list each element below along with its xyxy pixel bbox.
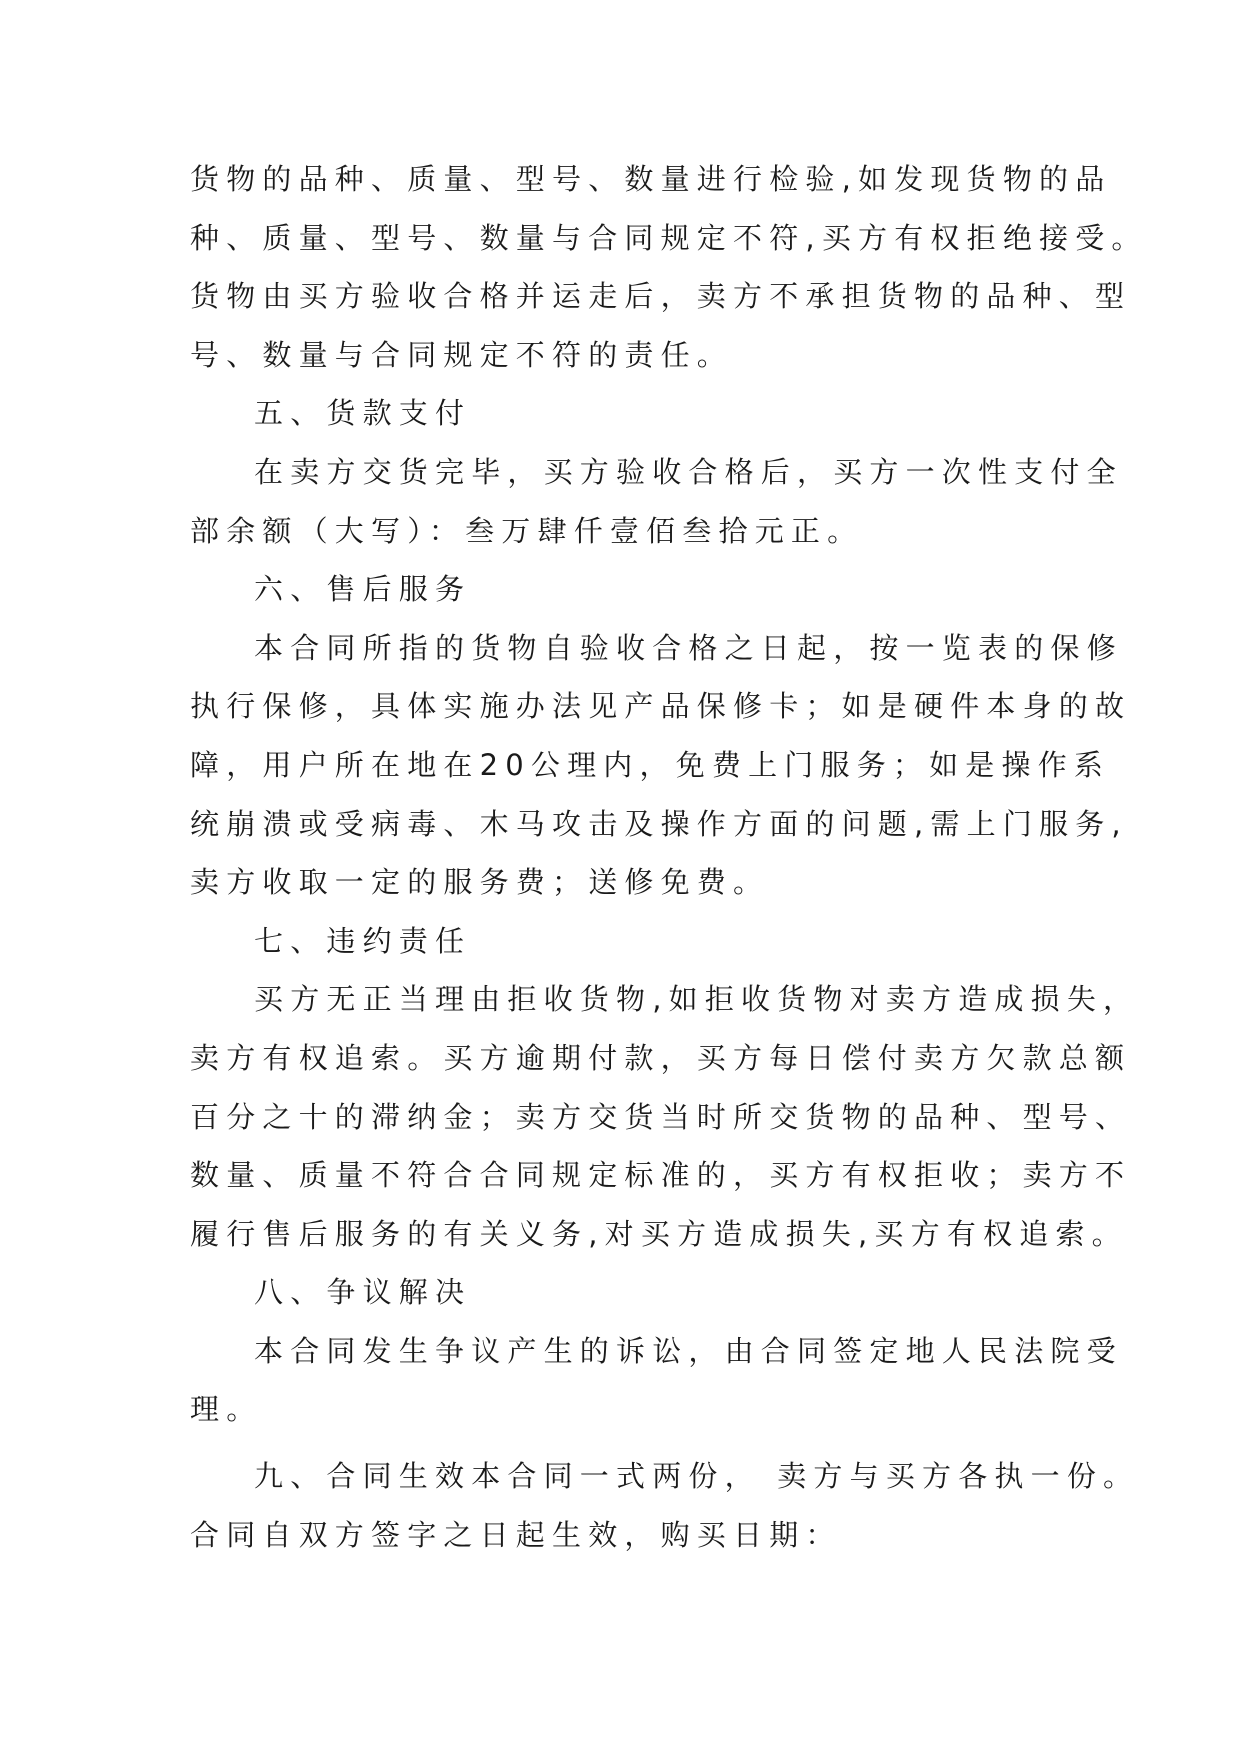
text-line: 货物的品种、质量、型号、数量进行检验,如发现货物的品 <box>190 162 1112 196</box>
text-line: 百分之十的滞纳金；卖方交货当时所交货物的品种、型号、 <box>190 1099 1132 1134</box>
text-line: 买方无正当理由拒收货物,如拒收货物对卖方造成损失， <box>254 982 1140 1017</box>
text-line: 履行售后服务的有关义务,对买方造成损失,买方有权追索。 <box>190 1216 1128 1251</box>
text-line: 障，用户所在地在20公理内，免费上门服务；如是操作系 <box>190 747 1111 782</box>
text-line: 卖方收取一定的服务费；送修免费。 <box>190 865 770 900</box>
text-line: 卖方有权追索。买方逾期付款，买方每日偿付卖方欠款总额 <box>190 1040 1132 1075</box>
text-line: 合同自双方签字之日起生效，购买日期： <box>190 1517 842 1552</box>
section-heading: 五、货款支付 <box>254 396 472 431</box>
text-line: 在卖方交货完毕，买方验收合格后，买方一次性支付全 <box>254 454 1123 489</box>
section-heading: 七、违约责任 <box>254 923 472 958</box>
text-line: 理。 <box>190 1392 263 1427</box>
text-line: 本合同发生争议产生的诉讼，由合同签定地人民法院受 <box>254 1333 1123 1368</box>
text-line: 本合同所指的货物自验收合格之日起，按一览表的保修 <box>254 630 1123 665</box>
text-line: 号、数量与合同规定不符的责任。 <box>190 337 734 372</box>
text-line: 种、质量、型号、数量与合同规定不符,买方有权拒绝接受。 <box>190 220 1148 255</box>
document-body <box>190 150 1148 1564</box>
section-heading: 六、售后服务 <box>254 572 472 607</box>
text-line: 执行保修，具体实施办法见产品保修卡；如是硬件本身的故 <box>190 689 1132 724</box>
text-line: 部余额（大写）：叁万肆仟壹佰叁拾元正。 <box>190 513 864 548</box>
section-heading: 八、争议解决 <box>254 1275 472 1310</box>
text-line: 货物由买方验收合格并运走后，卖方不承担货物的品种、型 <box>190 279 1132 314</box>
text-line: 数量、质量不符合合同规定标准的，买方有权拒收；卖方不 <box>190 1158 1132 1193</box>
section-heading: 九、合同生效本合同一式两份， 卖方与买方各执一份。 <box>254 1459 1140 1494</box>
text-line: 统崩溃或受病毒、木马攻击及操作方面的问题,需上门服务, <box>190 806 1128 841</box>
